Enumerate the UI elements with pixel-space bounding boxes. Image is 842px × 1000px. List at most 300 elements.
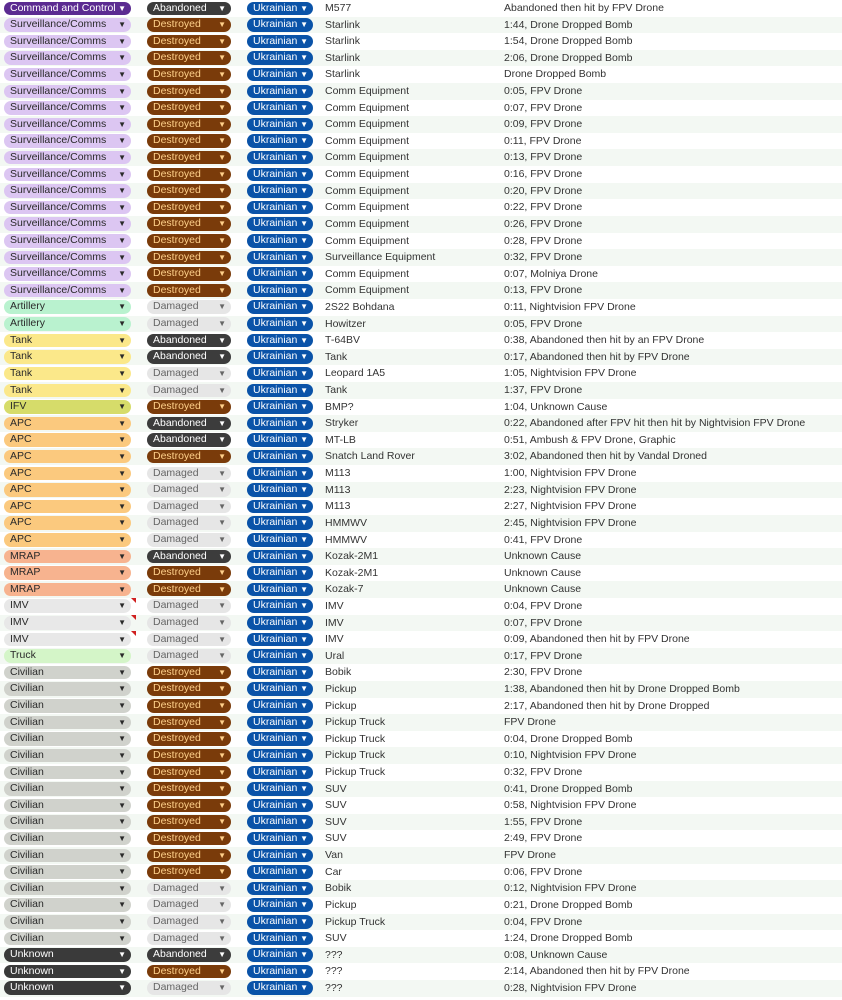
- description-cell: 0:28, Nightvision FPV Drone: [504, 981, 637, 994]
- category-dropdown-label: APC: [10, 449, 32, 462]
- category-dropdown-label: Surveillance/Comms: [10, 117, 107, 130]
- status-dropdown[interactable]: [147, 350, 231, 364]
- status-dropdown[interactable]: [147, 566, 231, 580]
- side-dropdown[interactable]: [247, 367, 313, 381]
- category-dropdown[interactable]: [4, 832, 131, 846]
- category-dropdown[interactable]: [4, 483, 131, 497]
- status-dropdown-label: Damaged: [153, 317, 199, 330]
- status-dropdown[interactable]: [147, 2, 231, 16]
- status-dropdown[interactable]: [147, 134, 231, 148]
- category-dropdown[interactable]: [4, 300, 131, 314]
- status-dropdown[interactable]: [147, 284, 231, 298]
- side-dropdown[interactable]: [247, 932, 313, 946]
- chevron-down-icon: ▼: [300, 883, 308, 893]
- comment-indicator-icon[interactable]: [131, 598, 136, 603]
- status-dropdown[interactable]: [147, 118, 231, 132]
- category-dropdown[interactable]: [4, 234, 131, 248]
- category-dropdown[interactable]: [4, 367, 131, 381]
- category-dropdown-label: Civilian: [10, 715, 44, 728]
- chevron-down-icon: ▼: [118, 983, 126, 993]
- side-dropdown[interactable]: [247, 433, 313, 447]
- chevron-down-icon: ▼: [218, 883, 226, 893]
- category-dropdown[interactable]: [4, 865, 131, 879]
- category-dropdown[interactable]: [4, 334, 131, 348]
- side-dropdown[interactable]: [247, 267, 313, 281]
- side-dropdown[interactable]: [247, 716, 313, 730]
- category-dropdown[interactable]: [4, 18, 131, 32]
- side-dropdown[interactable]: [247, 234, 313, 248]
- category-dropdown[interactable]: [4, 682, 131, 696]
- side-dropdown[interactable]: [247, 85, 313, 99]
- chevron-down-icon: ▼: [300, 850, 308, 860]
- side-dropdown[interactable]: [247, 300, 313, 314]
- status-dropdown[interactable]: [147, 300, 231, 314]
- category-dropdown[interactable]: [4, 151, 131, 165]
- status-dropdown[interactable]: [147, 965, 231, 979]
- table-row: [0, 747, 842, 764]
- side-dropdown[interactable]: [247, 533, 313, 547]
- model-cell: ???: [325, 965, 343, 978]
- model-cell: Pickup: [325, 682, 357, 695]
- status-dropdown[interactable]: [147, 217, 231, 231]
- category-dropdown[interactable]: [4, 898, 131, 912]
- side-dropdown[interactable]: [247, 981, 313, 995]
- side-dropdown-label: Ukrainian: [253, 217, 298, 230]
- side-dropdown[interactable]: [247, 201, 313, 215]
- status-dropdown-label: Damaged: [153, 632, 199, 645]
- category-dropdown[interactable]: [4, 134, 131, 148]
- table-row: [0, 116, 842, 133]
- side-dropdown[interactable]: [247, 649, 313, 663]
- category-dropdown-label: Civilian: [10, 881, 44, 894]
- status-dropdown[interactable]: [147, 384, 231, 398]
- status-dropdown[interactable]: [147, 716, 231, 730]
- side-dropdown[interactable]: [247, 699, 313, 713]
- chevron-down-icon: ▼: [300, 734, 308, 744]
- side-dropdown[interactable]: [247, 616, 313, 630]
- status-dropdown[interactable]: [147, 201, 231, 215]
- category-dropdown[interactable]: [4, 799, 131, 813]
- side-dropdown[interactable]: [247, 666, 313, 680]
- category-dropdown-label: Surveillance/Comms: [10, 267, 107, 280]
- status-dropdown[interactable]: [147, 516, 231, 530]
- table-row: [0, 764, 842, 781]
- side-dropdown[interactable]: [247, 782, 313, 796]
- side-dropdown[interactable]: [247, 516, 313, 530]
- description-cell: 0:07, FPV Drone: [504, 616, 583, 629]
- status-dropdown[interactable]: [147, 500, 231, 514]
- table-row: [0, 199, 842, 216]
- category-dropdown-label: IFV: [10, 400, 27, 413]
- category-dropdown-label: Civilian: [10, 848, 44, 861]
- chevron-down-icon: ▼: [118, 551, 126, 561]
- status-dropdown[interactable]: [147, 18, 231, 32]
- category-dropdown[interactable]: [4, 699, 131, 713]
- chevron-down-icon: ▼: [118, 900, 126, 910]
- side-dropdown[interactable]: [247, 35, 313, 49]
- category-dropdown[interactable]: [4, 981, 131, 995]
- side-dropdown[interactable]: [247, 68, 313, 82]
- side-dropdown-label: Ukrainian: [253, 915, 298, 928]
- status-dropdown[interactable]: [147, 882, 231, 896]
- category-dropdown[interactable]: [4, 616, 131, 630]
- table-row: [0, 399, 842, 416]
- category-dropdown[interactable]: [4, 384, 131, 398]
- side-dropdown[interactable]: [247, 400, 313, 414]
- chevron-down-icon: ▼: [118, 767, 126, 777]
- status-dropdown[interactable]: [147, 815, 231, 829]
- description-cell: 0:32, FPV Drone: [504, 251, 583, 264]
- chevron-down-icon: ▼: [118, 850, 126, 860]
- side-dropdown-label: Ukrainian: [253, 200, 298, 213]
- chevron-down-icon: ▼: [300, 3, 308, 13]
- chevron-down-icon: ▼: [218, 468, 226, 478]
- side-dropdown[interactable]: [247, 350, 313, 364]
- status-dropdown-label: Destroyed: [153, 250, 201, 263]
- model-cell: IMV: [325, 599, 344, 612]
- status-dropdown[interactable]: [147, 915, 231, 929]
- category-dropdown-label: Civilian: [10, 831, 44, 844]
- chevron-down-icon: ▼: [118, 285, 126, 295]
- status-dropdown[interactable]: [147, 865, 231, 879]
- status-dropdown[interactable]: [147, 633, 231, 647]
- chevron-down-icon: ▼: [300, 800, 308, 810]
- status-dropdown[interactable]: [147, 550, 231, 564]
- side-dropdown-label: Ukrainian: [253, 649, 298, 662]
- status-dropdown[interactable]: [147, 799, 231, 813]
- description-cell: 0:38, Abandoned then hit by an FPV Drone: [504, 334, 705, 347]
- status-dropdown[interactable]: [147, 433, 231, 447]
- category-dropdown[interactable]: [4, 35, 131, 49]
- category-dropdown[interactable]: [4, 948, 131, 962]
- side-dropdown[interactable]: [247, 865, 313, 879]
- model-cell: SUV: [325, 815, 347, 828]
- side-dropdown[interactable]: [247, 417, 313, 431]
- status-dropdown[interactable]: [147, 400, 231, 414]
- category-dropdown[interactable]: [4, 317, 131, 331]
- status-dropdown[interactable]: [147, 981, 231, 995]
- description-cell: 0:07, FPV Drone: [504, 101, 583, 114]
- side-dropdown[interactable]: [247, 500, 313, 514]
- side-dropdown[interactable]: [247, 18, 313, 32]
- side-dropdown[interactable]: [247, 151, 313, 165]
- status-dropdown[interactable]: [147, 782, 231, 796]
- category-dropdown[interactable]: [4, 633, 131, 647]
- category-dropdown[interactable]: [4, 749, 131, 763]
- status-dropdown[interactable]: [147, 317, 231, 331]
- side-dropdown[interactable]: [247, 915, 313, 929]
- category-dropdown[interactable]: [4, 716, 131, 730]
- status-dropdown[interactable]: [147, 101, 231, 115]
- category-dropdown[interactable]: [4, 566, 131, 580]
- chevron-down-icon: ▼: [300, 684, 308, 694]
- category-dropdown[interactable]: [4, 882, 131, 896]
- side-dropdown[interactable]: [247, 849, 313, 863]
- category-dropdown[interactable]: [4, 201, 131, 215]
- status-dropdown[interactable]: [147, 68, 231, 82]
- status-dropdown[interactable]: [147, 699, 231, 713]
- side-dropdown[interactable]: [247, 815, 313, 829]
- chevron-down-icon: ▼: [218, 584, 226, 594]
- status-dropdown[interactable]: [147, 51, 231, 65]
- category-dropdown[interactable]: [4, 450, 131, 464]
- status-dropdown[interactable]: [147, 682, 231, 696]
- chevron-down-icon: ▼: [300, 900, 308, 910]
- chevron-down-icon: ▼: [118, 69, 126, 79]
- chevron-down-icon: ▼: [218, 833, 226, 843]
- category-dropdown[interactable]: [4, 267, 131, 281]
- status-dropdown[interactable]: [147, 898, 231, 912]
- category-dropdown[interactable]: [4, 732, 131, 746]
- chevron-down-icon: ▼: [118, 335, 126, 345]
- status-dropdown[interactable]: [147, 948, 231, 962]
- chevron-down-icon: ▼: [218, 451, 226, 461]
- table-row: [0, 299, 842, 316]
- status-dropdown[interactable]: [147, 151, 231, 165]
- description-cell: 0:10, Nightvision FPV Drone: [504, 749, 637, 762]
- description-cell: 2:14, Abandoned then hit by FPV Drone: [504, 965, 690, 978]
- description-cell: 0:12, Nightvision FPV Drone: [504, 882, 637, 895]
- category-dropdown[interactable]: [4, 101, 131, 115]
- side-dropdown[interactable]: [247, 550, 313, 564]
- category-dropdown[interactable]: [4, 85, 131, 99]
- category-dropdown[interactable]: [4, 417, 131, 431]
- status-dropdown[interactable]: [147, 35, 231, 49]
- category-dropdown[interactable]: [4, 516, 131, 530]
- status-dropdown[interactable]: [147, 533, 231, 547]
- category-dropdown[interactable]: [4, 915, 131, 929]
- side-dropdown[interactable]: [247, 749, 313, 763]
- category-dropdown[interactable]: [4, 433, 131, 447]
- side-dropdown[interactable]: [247, 284, 313, 298]
- side-dropdown-label: Ukrainian: [253, 616, 298, 629]
- category-dropdown-label: Truck: [10, 649, 36, 662]
- category-dropdown[interactable]: [4, 284, 131, 298]
- status-dropdown[interactable]: [147, 85, 231, 99]
- category-dropdown[interactable]: [4, 815, 131, 829]
- status-dropdown[interactable]: [147, 583, 231, 597]
- side-dropdown[interactable]: [247, 184, 313, 198]
- side-dropdown[interactable]: [247, 101, 313, 115]
- chevron-down-icon: ▼: [300, 402, 308, 412]
- category-dropdown[interactable]: [4, 184, 131, 198]
- side-dropdown[interactable]: [247, 317, 313, 331]
- side-dropdown-label: Ukrainian: [253, 234, 298, 247]
- category-dropdown[interactable]: [4, 583, 131, 597]
- status-dropdown[interactable]: [147, 666, 231, 680]
- chevron-down-icon: ▼: [218, 219, 226, 229]
- side-dropdown-label: Ukrainian: [253, 831, 298, 844]
- side-dropdown[interactable]: [247, 766, 313, 780]
- side-dropdown[interactable]: [247, 599, 313, 613]
- category-dropdown[interactable]: [4, 251, 131, 265]
- comment-indicator-icon[interactable]: [131, 631, 136, 636]
- side-dropdown-label: Ukrainian: [253, 1, 298, 14]
- side-dropdown[interactable]: [247, 898, 313, 912]
- chevron-down-icon: ▼: [118, 485, 126, 495]
- status-dropdown[interactable]: [147, 616, 231, 630]
- category-dropdown[interactable]: [4, 500, 131, 514]
- category-dropdown[interactable]: [4, 217, 131, 231]
- status-dropdown[interactable]: [147, 334, 231, 348]
- side-dropdown-label: Ukrainian: [253, 732, 298, 745]
- side-dropdown[interactable]: [247, 384, 313, 398]
- status-dropdown-label: Destroyed: [153, 234, 201, 247]
- status-dropdown[interactable]: [147, 599, 231, 613]
- status-dropdown-label: Destroyed: [153, 51, 201, 64]
- chevron-down-icon: ▼: [218, 352, 226, 362]
- category-dropdown[interactable]: [4, 849, 131, 863]
- side-dropdown[interactable]: [247, 583, 313, 597]
- category-dropdown-label: Surveillance/Comms: [10, 101, 107, 114]
- model-cell: IMV: [325, 616, 344, 629]
- description-cell: 0:41, Drone Dropped Bomb: [504, 782, 633, 795]
- model-cell: BMP?: [325, 400, 354, 413]
- category-dropdown[interactable]: [4, 599, 131, 613]
- chevron-down-icon: ▼: [300, 202, 308, 212]
- chevron-down-icon: ▼: [218, 601, 226, 611]
- category-dropdown-label: MRAP: [10, 582, 41, 595]
- status-dropdown[interactable]: [147, 649, 231, 663]
- table-row: [0, 698, 842, 715]
- status-dropdown[interactable]: [147, 832, 231, 846]
- status-dropdown[interactable]: [147, 251, 231, 265]
- side-dropdown[interactable]: [247, 882, 313, 896]
- status-dropdown[interactable]: [147, 766, 231, 780]
- category-dropdown-label: Surveillance/Comms: [10, 84, 107, 97]
- category-dropdown[interactable]: [4, 965, 131, 979]
- side-dropdown[interactable]: [247, 948, 313, 962]
- side-dropdown[interactable]: [247, 217, 313, 231]
- model-cell: M113: [325, 467, 351, 480]
- side-dropdown[interactable]: [247, 633, 313, 647]
- description-cell: 2:45, Nightvision FPV Drone: [504, 516, 637, 529]
- category-dropdown-label: Command and Control: [10, 1, 116, 14]
- model-cell: Snatch Land Rover: [325, 450, 415, 463]
- side-dropdown[interactable]: [247, 832, 313, 846]
- status-dropdown-label: Damaged: [153, 599, 199, 612]
- chevron-down-icon: ▼: [300, 302, 308, 312]
- description-cell: 0:04, FPV Drone: [504, 599, 583, 612]
- model-cell: Kozak-2M1: [325, 550, 379, 563]
- category-dropdown[interactable]: [4, 932, 131, 946]
- category-dropdown-label: Civilian: [10, 699, 44, 712]
- category-dropdown-label: Surveillance/Comms: [10, 134, 107, 147]
- table-row: [0, 266, 842, 283]
- side-dropdown[interactable]: [247, 965, 313, 979]
- table-row: [0, 316, 842, 333]
- side-dropdown[interactable]: [247, 118, 313, 132]
- category-dropdown[interactable]: [4, 766, 131, 780]
- category-dropdown[interactable]: [4, 666, 131, 680]
- status-dropdown[interactable]: [147, 234, 231, 248]
- side-dropdown[interactable]: [247, 251, 313, 265]
- status-dropdown[interactable]: [147, 749, 231, 763]
- table-row: [0, 415, 842, 432]
- category-dropdown[interactable]: [4, 68, 131, 82]
- side-dropdown-label: Ukrainian: [253, 865, 298, 878]
- side-dropdown[interactable]: [247, 566, 313, 580]
- table-row: [0, 183, 842, 200]
- model-cell: Stryker: [325, 417, 359, 430]
- category-dropdown[interactable]: [4, 533, 131, 547]
- model-cell: Starlink: [325, 35, 361, 48]
- status-dropdown-label: Destroyed: [153, 566, 201, 579]
- comment-indicator-icon[interactable]: [131, 615, 136, 620]
- category-dropdown[interactable]: [4, 350, 131, 364]
- chevron-down-icon: ▼: [218, 36, 226, 46]
- table-row: [0, 149, 842, 166]
- category-dropdown-label: Tank: [10, 350, 33, 363]
- status-dropdown[interactable]: [147, 184, 231, 198]
- category-dropdown[interactable]: [4, 2, 131, 16]
- side-dropdown-label: Ukrainian: [253, 782, 298, 795]
- side-dropdown-label: Ukrainian: [253, 250, 298, 263]
- status-dropdown-label: Destroyed: [153, 150, 201, 163]
- side-dropdown[interactable]: [247, 134, 313, 148]
- status-dropdown[interactable]: [147, 417, 231, 431]
- side-dropdown[interactable]: [247, 2, 313, 16]
- status-dropdown[interactable]: [147, 367, 231, 381]
- status-dropdown[interactable]: [147, 483, 231, 497]
- chevron-down-icon: ▼: [118, 319, 126, 329]
- chevron-down-icon: ▼: [118, 950, 126, 960]
- category-dropdown-label: Surveillance/Comms: [10, 167, 107, 180]
- side-dropdown-label: Ukrainian: [253, 167, 298, 180]
- side-dropdown[interactable]: [247, 483, 313, 497]
- side-dropdown[interactable]: [247, 450, 313, 464]
- status-dropdown[interactable]: [147, 467, 231, 481]
- chevron-down-icon: ▼: [118, 618, 126, 628]
- status-dropdown[interactable]: [147, 932, 231, 946]
- category-dropdown-label: Surveillance/Comms: [10, 34, 107, 47]
- description-cell: 0:09, Abandoned then hit by FPV Drone: [504, 633, 690, 646]
- status-dropdown[interactable]: [147, 849, 231, 863]
- side-dropdown[interactable]: [247, 51, 313, 65]
- side-dropdown[interactable]: [247, 334, 313, 348]
- category-dropdown[interactable]: [4, 649, 131, 663]
- side-dropdown[interactable]: [247, 682, 313, 696]
- status-dropdown-label: Damaged: [153, 881, 199, 894]
- status-dropdown-label: Damaged: [153, 898, 199, 911]
- category-dropdown[interactable]: [4, 782, 131, 796]
- model-cell: M113: [325, 500, 351, 513]
- category-dropdown[interactable]: [4, 118, 131, 132]
- status-dropdown-label: Destroyed: [153, 400, 201, 413]
- category-dropdown-label: Surveillance/Comms: [10, 283, 107, 296]
- category-dropdown[interactable]: [4, 400, 131, 414]
- side-dropdown[interactable]: [247, 799, 313, 813]
- category-dropdown[interactable]: [4, 467, 131, 481]
- status-dropdown[interactable]: [147, 168, 231, 182]
- model-cell: Comm Equipment: [325, 118, 410, 131]
- status-dropdown[interactable]: [147, 732, 231, 746]
- side-dropdown[interactable]: [247, 467, 313, 481]
- category-dropdown[interactable]: [4, 168, 131, 182]
- status-dropdown[interactable]: [147, 267, 231, 281]
- category-dropdown[interactable]: [4, 550, 131, 564]
- side-dropdown[interactable]: [247, 168, 313, 182]
- chevron-down-icon: ▼: [118, 152, 126, 162]
- chevron-down-icon: ▼: [300, 584, 308, 594]
- category-dropdown-label: IMV: [10, 599, 29, 612]
- side-dropdown[interactable]: [247, 732, 313, 746]
- chevron-down-icon: ▼: [118, 601, 126, 611]
- status-dropdown[interactable]: [147, 450, 231, 464]
- category-dropdown-label: APC: [10, 433, 32, 446]
- table-row: [0, 797, 842, 814]
- category-dropdown[interactable]: [4, 51, 131, 65]
